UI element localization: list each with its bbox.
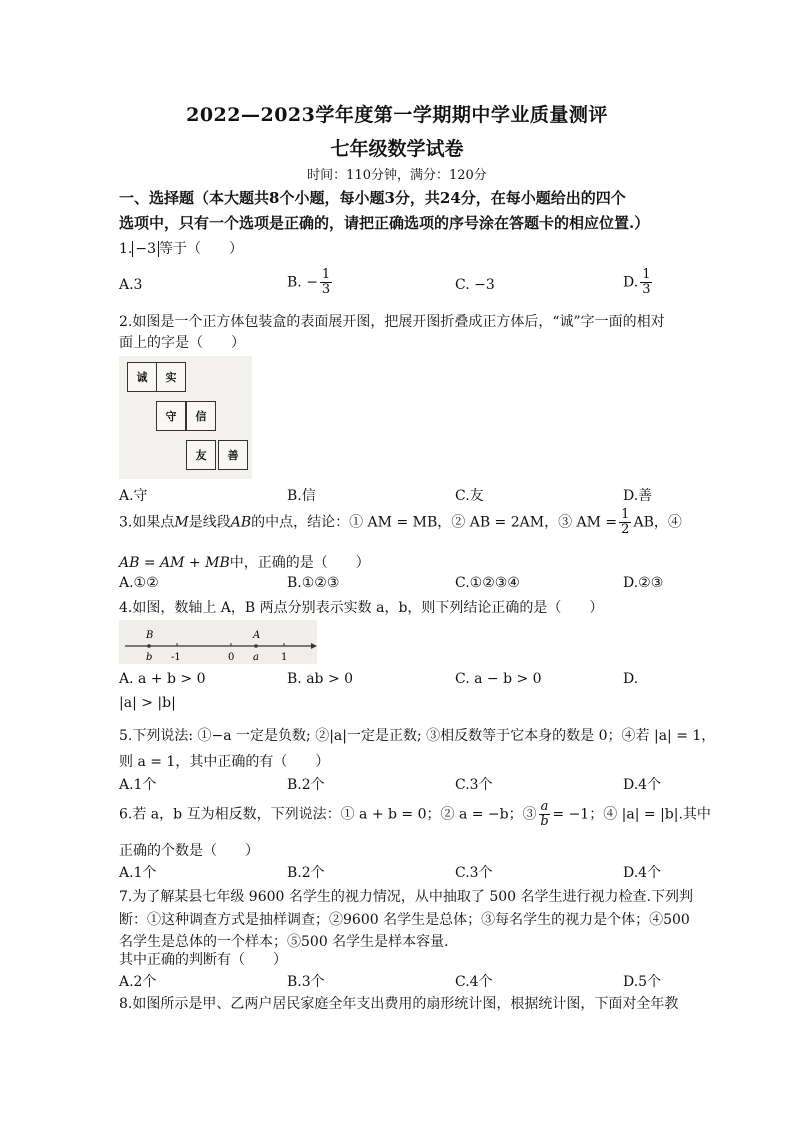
q7-stem-line2: 断：①这种调查方式是抽样调查；②9600 名学生是总体；③每名学生的视力是个体；④500	[119, 912, 690, 928]
exam-title: 2022—2023学年度第一学期期中学业质量测评	[186, 104, 608, 126]
q2-option-d: D.善	[623, 488, 653, 504]
q5-option-b: B.2个	[287, 777, 325, 793]
q5-stem-line2: 则 a = 1，其中正确的有（ ）	[119, 754, 330, 770]
q2-stem-line1: 2.如图是一个正方体包装盒的表面展开图，把展开图折叠成正方体后，“诚”字一面的相对	[119, 314, 665, 330]
q5-option-c: C.3个	[455, 777, 493, 793]
q2-stem-line2: 面上的字是（ ）	[119, 335, 245, 351]
q1-option-b: B. − $\frac{1}{3}$	[287, 267, 331, 297]
q7-option-d: D.5个	[623, 974, 662, 990]
q5-option-d: D.4个	[623, 777, 662, 793]
q7-stem-line1: 7.为了解某县七年级 9600 名学生的视力情况，从中抽取了 500 名学生进行视力检查.下列判	[119, 889, 693, 905]
q6-stem-line2: 正确的个数是（ ）	[119, 843, 259, 859]
number-line-figure	[119, 620, 317, 664]
q3-stem-line1: 3.如果点M是线段AB的中点，结论：① AM = MB，② AB = 2AM，③ AM = $\frac{1}{2}$ AB，④	[119, 507, 682, 537]
q1-option-c: C. −3	[455, 277, 495, 293]
q4-option-d: D.	[623, 671, 639, 687]
q2-option-c: C.友	[455, 488, 484, 504]
cube-face-5: 友	[186, 440, 216, 470]
q1-stem: 1. −3 等于（ ）	[119, 241, 243, 257]
point-A-label: A	[253, 630, 261, 641]
cube-face-1: 诚	[127, 362, 157, 392]
q4-option-a: A. a + b > 0	[119, 671, 206, 687]
cube-face-2: 实	[156, 362, 186, 392]
q3-option-c: C.①②③④	[455, 575, 520, 591]
q7-option-b: B.3个	[287, 974, 325, 990]
tick-b-label: b	[146, 652, 153, 663]
tick-neg1-label: -1	[171, 652, 181, 663]
q1-option-d: D. $\frac{1}{3}$	[623, 267, 651, 297]
q4-option-c: C. a − b > 0	[455, 671, 542, 687]
q6-stem-line1: 6.若 a，b 互为相反数，下列说法：① a + b = 0；② a = −b；③ $\frac{a}{b}$ = −1；④ |a| = |b|.其中	[119, 799, 711, 829]
q4-option-b: B. ab > 0	[287, 671, 354, 687]
q1-option-a: A.3	[119, 277, 143, 293]
exam-info: 时间：110分钟，满分：120分	[307, 168, 487, 183]
q2-option-a: A.守	[119, 488, 148, 504]
number-line-svg	[119, 620, 317, 664]
cube-face-6: 善	[218, 440, 248, 470]
tick-0-label: 0	[228, 652, 235, 663]
q7-stem-line3: 名学生是总体的一个样本；⑤500 名学生是样本容量.	[119, 934, 449, 950]
section1-heading-line1: 一、选择题（本大题共8个小题，每小题3分，共24分，在每小题给出的四个	[119, 189, 626, 207]
q3-option-b: B.①②③	[287, 575, 340, 591]
q3-option-d: D.②③	[623, 575, 664, 591]
q5-option-a: A.1个	[119, 777, 157, 793]
q3-option-a: A.①②	[119, 575, 159, 591]
section1-heading-line2: 选项中，只有一个选项是正确的，请把正确选项的序号涂在答题卡的相应位置.）	[119, 214, 650, 232]
tick-a-label: a	[253, 652, 259, 663]
q2-option-b: B.信	[287, 488, 316, 504]
q8-stem-line1: 8.如图所示是甲、乙两户居民家庭全年支出费用的扇形统计图，根据统计图，下面对全年教	[119, 996, 679, 1012]
q4-option-d-content: |a| > |b|	[119, 695, 176, 711]
q3-stem-line2: AB = AM + MB中，正确的是（ ）	[119, 555, 370, 571]
cube-net-figure	[119, 356, 252, 479]
q6-option-c: C.3个	[455, 865, 493, 881]
exam-subtitle: 七年级数学试卷	[330, 138, 464, 160]
q7-option-a: A.2个	[119, 974, 157, 990]
cube-face-4: 信	[186, 401, 216, 431]
tick-1-label: 1	[281, 652, 288, 663]
q7-stem-line4: 其中正确的判断有（ ）	[119, 952, 287, 968]
q6-option-d: D.4个	[623, 865, 662, 881]
q6-option-b: B.2个	[287, 865, 325, 881]
q6-option-a: A.1个	[119, 865, 157, 881]
q5-stem-line1: 5.下列说法: ①−a 一定是负数; ②|a|一定是正数; ③相反数等于它本身的数是 0；④若 |a| = 1，	[119, 728, 716, 744]
cube-face-3: 守	[156, 401, 186, 431]
q1-abs: −3	[132, 241, 159, 257]
q7-option-c: C.4个	[455, 974, 493, 990]
point-B-label: B	[146, 630, 154, 641]
q4-stem: 4.如图，数轴上 A，B 两点分别表示实数 a，b，则下列结论正确的是（ ）	[119, 600, 604, 616]
